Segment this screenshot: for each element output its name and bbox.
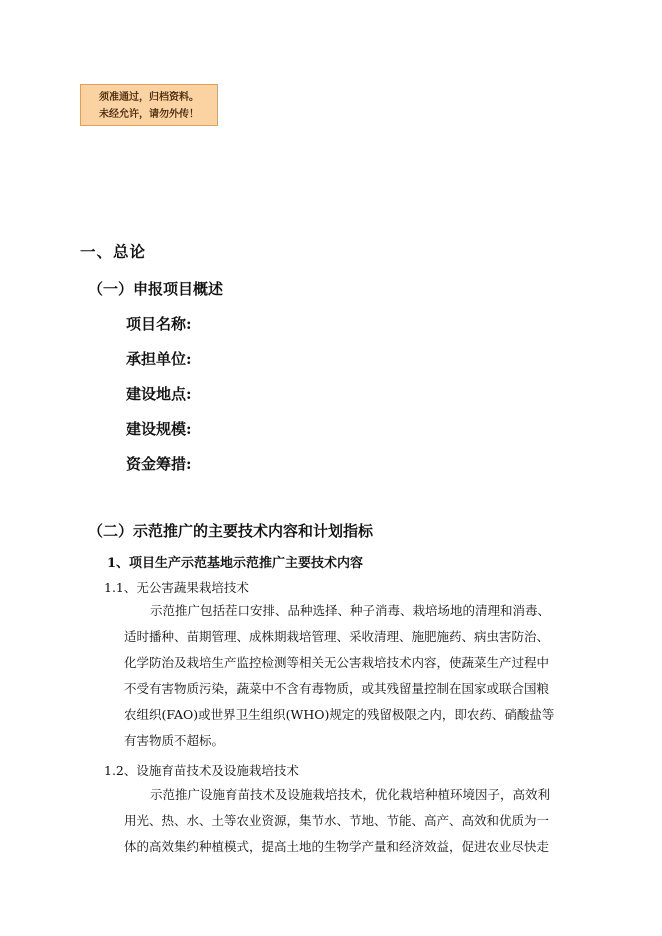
field-funding: 资金筹措: bbox=[126, 455, 192, 473]
paragraph-line: 适时播种、苗期管理、成株期栽培管理、采收清理、施肥施药、病虫害防治、 bbox=[124, 629, 550, 644]
item-heading-1-1: 1.1、无公害蔬果栽培技术 bbox=[104, 580, 249, 595]
field-project-name: 项目名称: bbox=[126, 315, 192, 333]
paragraph-line: 体的高效集约种植模式，提高土地的生物学产量和经济效益，促进农业尽快走 bbox=[124, 839, 550, 854]
paragraph-line: 化学防治及栽培生产监控检测等相关无公害栽培技术内容，使蔬菜生产过程中 bbox=[124, 655, 550, 670]
paragraph-1-2 bbox=[124, 782, 570, 860]
stamp-line-2: 未经允许，请勿外传！ bbox=[99, 109, 199, 120]
paragraph-line: 用光、热、水、土等农业资源，集节水、节地、节能、高产、高效和优质为一 bbox=[124, 813, 550, 828]
paragraph-line: 有害物质不超标。 bbox=[124, 733, 225, 748]
item-heading-1: 1、项目生产示范基地示范推广主要技术内容 bbox=[107, 556, 364, 571]
paragraph-line: 农组织(FAO)或世界卫生组织(WHO)规定的残留极限之内，即农药、硝酸盐等 bbox=[124, 707, 555, 722]
section-heading-general: 一、总论 bbox=[80, 242, 147, 261]
subsection-heading-tech-content: （二）示范推广的主要技术内容和计划指标 bbox=[88, 522, 374, 540]
field-construction-site: 建设地点: bbox=[126, 385, 192, 403]
paragraph-line: 示范推广设施育苗技术及设施栽培技术，优化栽培种植环境因子，高效利 bbox=[150, 787, 551, 802]
paragraph-line: 示范推广包括茬口安排、品种选择、种子消毒、栽培场地的清理和消毒、 bbox=[150, 603, 551, 618]
paragraph-line: 不受有害物质污染，蔬菜中不含有毒物质，或其残留量控制在国家或联合国粮 bbox=[124, 681, 550, 696]
item-heading-1-2: 1.2、设施育苗技术及设施栽培技术 bbox=[104, 763, 299, 778]
paragraph-1-1 bbox=[124, 598, 570, 754]
subsection-heading-overview: （一）申报项目概述 bbox=[88, 280, 224, 298]
field-undertaking-unit: 承担单位: bbox=[126, 350, 192, 368]
field-construction-scale: 建设规模: bbox=[126, 420, 192, 438]
confidential-stamp bbox=[80, 84, 218, 126]
stamp-line-1: 须准通过，归档资料。 bbox=[99, 92, 199, 103]
